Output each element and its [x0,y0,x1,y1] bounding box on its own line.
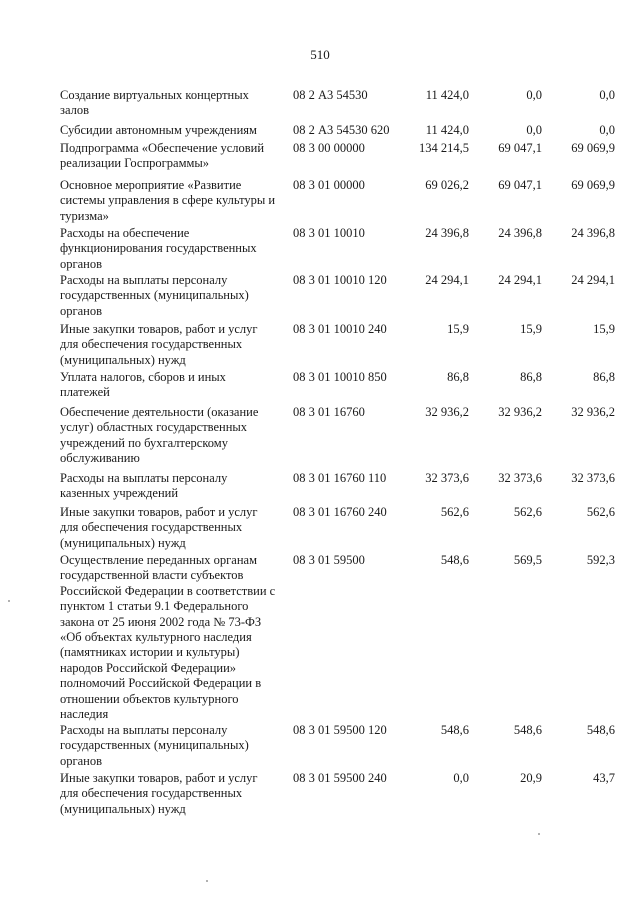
row-value-1: 11 424,0 [425,88,469,102]
row-value-2: 20,9 [520,771,542,785]
row-value-1: 69 026,2 [425,178,469,192]
row-name: Расходы на обеспечение функционирования государственных органов [60,226,257,271]
page-number: 510 [310,47,330,62]
row-value-3: 24 294,1 [571,273,615,287]
row-value-3: 562,6 [586,505,615,519]
row-value-2: 32 936,2 [498,405,542,419]
row-code: 08 3 01 59500 [293,553,365,567]
scan-speck [206,880,208,882]
row-value-2: 562,6 [513,505,542,519]
row-code: 08 3 01 00000 [293,178,365,192]
row-value-3: 69 069,9 [571,178,615,192]
row-name: Расходы на выплаты персоналу государственных (муниципальных) органов [60,723,249,768]
row-code: 08 2 А3 54530 620 [293,123,390,137]
row-name: Иные закупки товаров, работ и услуг для обеспечения государственных (муниципальных) нужд [60,322,258,367]
row-value-3: 592,3 [586,553,615,567]
row-value-1: 24 294,1 [425,273,469,287]
row-code: 08 3 01 16760 240 [293,505,387,519]
row-value-1: 15,9 [447,322,469,336]
row-value-3: 32 936,2 [571,405,615,419]
scan-speck [8,600,10,602]
row-value-2: 24 396,8 [498,226,542,240]
row-value-1: 0,0 [453,771,469,785]
row-code: 08 3 01 59500 240 [293,771,387,785]
row-name: Обеспечение деятельности (оказание услуг) областных государственных учреждений по бухгалтерскому обслуживанию [60,405,259,466]
row-name: Основное мероприятие «Развитие системы управления в сфере культуры и туризма» [60,178,276,223]
row-value-2: 69 047,1 [498,178,542,192]
row-value-1: 86,8 [447,370,469,384]
row-name: Создание виртуальных концертных залов [60,88,249,118]
row-value-1: 548,6 [440,723,469,737]
row-code: 08 3 01 16760 [293,405,365,419]
row-value-2: 0,0 [526,88,542,102]
row-value-2: 569,5 [513,553,542,567]
row-name: Расходы на выплаты персоналу государственных (муниципальных) органов [60,273,249,318]
row-value-1: 11 424,0 [425,123,469,137]
row-value-3: 32 373,6 [571,471,615,485]
row-value-1: 562,6 [440,505,469,519]
row-value-1: 32 936,2 [425,405,469,419]
row-code: 08 3 00 00000 [293,141,365,155]
row-value-2: 548,6 [513,723,542,737]
row-code: 08 3 01 16760 110 [293,471,387,485]
row-name: Подпрограмма «Обеспечение условий реализации Госпрограммы» [60,141,265,171]
row-code: 08 3 01 10010 [293,226,365,240]
scan-speck [538,833,540,835]
row-code: 08 3 01 10010 120 [293,273,387,287]
row-value-1: 134 214,5 [419,141,469,155]
row-name: Осуществление переданных органам государственной власти субъектов Российской Федерации в соответствии с пунктом 1 статьи 9.1 Федерального закона от 25 июня 2002 года № 73-ФЗ «Об объектах культурного наследия (памятниках истории и культуры) народов Российской Федерации» полномочий Российской Федерации в отношении объектов культурного наследия [60,553,276,722]
row-value-3: 43,7 [593,771,615,785]
row-value-2: 15,9 [520,322,542,336]
row-value-3: 24 396,8 [571,226,615,240]
row-name: Субсидии автономным учреждениям [60,123,257,137]
row-value-2: 0,0 [526,123,542,137]
row-value-1: 32 373,6 [425,471,469,485]
row-value-2: 86,8 [520,370,542,384]
row-name: Иные закупки товаров, работ и услуг для обеспечения государственных (муниципальных) нужд [60,505,258,550]
row-code: 08 3 01 10010 850 [293,370,387,384]
row-code: 08 3 01 10010 240 [293,322,387,336]
row-value-3: 69 069,9 [571,141,615,155]
row-value-3: 86,8 [593,370,615,384]
row-value-1: 24 396,8 [425,226,469,240]
row-value-2: 69 047,1 [498,141,542,155]
row-value-2: 24 294,1 [498,273,542,287]
row-code: 08 2 А3 54530 [293,88,368,102]
row-name: Уплата налогов, сборов и иных платежей [60,370,226,400]
row-value-3: 0,0 [599,88,615,102]
row-value-3: 548,6 [586,723,615,737]
row-value-2: 32 373,6 [498,471,542,485]
row-value-3: 15,9 [593,322,615,336]
row-name: Расходы на выплаты персоналу казенных учреждений [60,471,228,501]
row-value-3: 0,0 [599,123,615,137]
row-value-1: 548,6 [440,553,469,567]
row-name: Иные закупки товаров, работ и услуг для обеспечения государственных (муниципальных) нужд [60,771,258,816]
row-code: 08 3 01 59500 120 [293,723,387,737]
